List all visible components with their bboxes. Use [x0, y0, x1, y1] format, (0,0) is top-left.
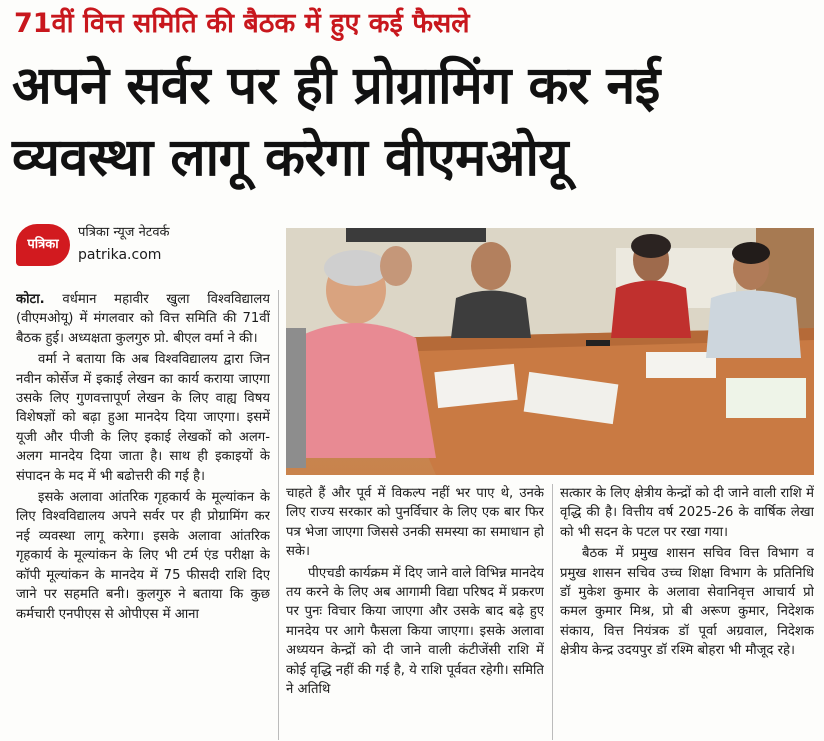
byline-site: patrika.com: [78, 247, 162, 263]
article-paragraph: बैठक में प्रमुख शासन सचिव वित्त विभाग व प्रमुख शासन सचिव उच्च शिक्षा विभाग के प्रतिनिधि डॉ मुकेश कुमार के अलावा सेवानिवृत्त आचार्य प्रो कमल कुमार मिश्र, प्रो बी अरूण कुमार, निदेशक संकाय, वित्त नियंत्रक डॉ पूर्वा अग्रवाल, निदेशक क्षेत्रीय केन्द्र उदयपुर डॉ रश्मि बोहरा भी मौजूद रहे।: [560, 546, 814, 659]
byline-agency: पत्रिका न्यूज नेटवर्क: [78, 225, 170, 240]
paragraph-text: वर्धमान महावीर खुला विश्वविद्यालय (वीएमओयू) में मंगलवार को वित्त समिति की 71वीं बैठक हुई। अध्यक्षता कुलगुरु प्रो. बीएल वर्मा ने की।: [16, 292, 270, 346]
article-paragraph: इसके अलावा आंतरिक गृहकार्य के मूल्यांकन के लिए विश्वविद्यालय अपने सर्वर पर ही प्रोग्रामिंग कर नई व्यवस्था लागू करेगा। इसके अलावा आंतरिक गृहकार्य के मूल्यांकन के लिए भी टर्म एंड परीक्षा के कॉपी मूल्यांकन के मानदेय में 75 फीसदी राशि दिए जाने पर सहमति बनी। कुलगुरु ने बताया कि कुछ कर्मचारी एनपीएस से ओपीएस में आना: [16, 490, 270, 622]
column-divider: [552, 484, 553, 740]
article-column-3: [560, 484, 814, 740]
kicker-headline: 71वीं वित्त समिति की बैठक में हुए कई फैसले: [14, 8, 470, 39]
article-column-2: [286, 484, 544, 740]
article-paragraph: चाहते हैं और पूर्व में विकल्प नहीं भर पाए थे, उनके लिए राज्य सरकार को पुनर्विचार के लिए एक बार फिर पत्र भेजा जाएगा जिससे उनकी समस्या का समाधान हो सके।: [286, 486, 544, 560]
article-paragraph: सत्कार के लिए क्षेत्रीय केन्द्रों को दी जाने वाली राशि में वृद्धि की है। वित्तीय वर्ष 2025-26 के वार्षिक लेखा को भी सदन के पटल पर रखा गया।: [560, 486, 814, 540]
byline: [16, 222, 286, 272]
article-column-1: [16, 290, 270, 740]
article-paragraph: वर्मा ने बताया कि अब विश्वविद्यालय द्वारा जिन नवीन कोर्सेज में इकाई लेखन का कार्य कराया जाएगा उसके लिए गुणवत्तापूर्ण लेखन के लिए वाह्य विषय विशेषज्ञों को बढ़ा हुआ मानदेय दिया जाएगा। इसमें यूजी और पीजी के लिए इकाई लेखकों को अलग-अलग मानदेय दिया जाता है। साथ ही इकाइयों के संपादन के मद में भी बढोत्तरी की गई है।: [16, 352, 270, 484]
meeting-photo-illustration: [286, 228, 814, 475]
dateline: कोटा.: [16, 292, 45, 307]
article-paragraph: पीएचडी कार्यक्रम में दिए जाने वाले विभिन्न मानदेय तय करने के लिए अब आगामी विद्या परिषद में प्रकरण पर पुनः विचार किया जाएगा और उसके बाद बढ़े हुए मानदेय पर आगे फैसला किया जाएगा। इसके अलावा अध्ययन केन्द्रों को दी जाने वाली कंटीजेंसी राशि में कोई वृद्धि नहीं की गई है, ये राशि पूर्ववत रहेगी। समिति ने अतिथि: [286, 565, 544, 698]
headline-line-2: व्यवस्था लागू करेगा वीएमओयू: [12, 128, 569, 188]
column-divider: [278, 290, 279, 740]
main-headline: [12, 50, 816, 194]
headline-line-1: अपने सर्वर पर ही प्रोग्रामिंग कर नई: [12, 56, 660, 116]
article-paragraph: [16, 290, 270, 348]
meeting-photo: [286, 228, 814, 475]
patrika-logo-icon: पत्रिका: [16, 224, 70, 266]
